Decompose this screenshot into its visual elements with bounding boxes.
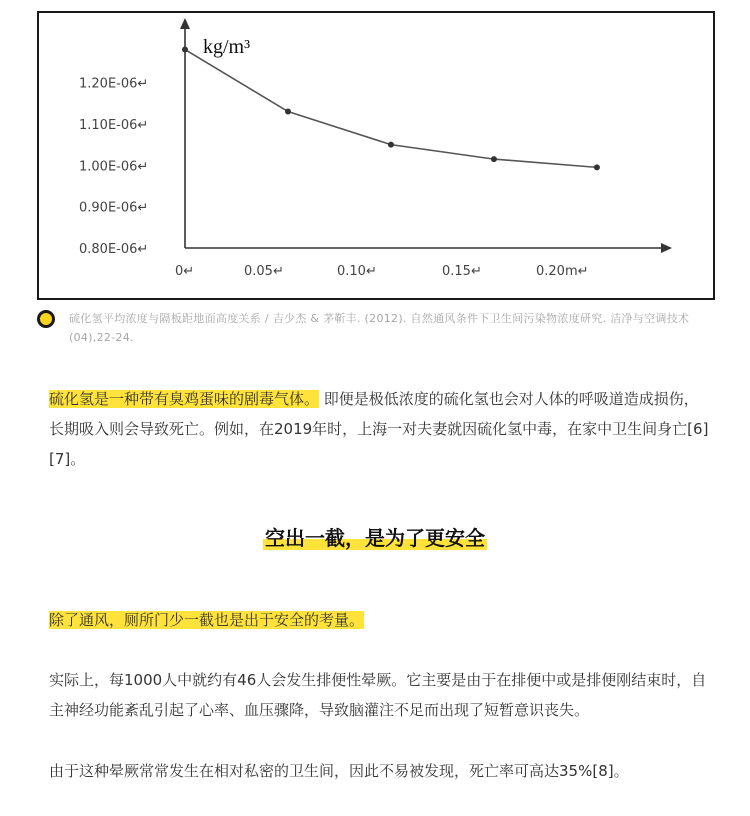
data-point <box>491 156 497 162</box>
x-tick-label: 0.10↵ <box>337 264 377 279</box>
paragraph-hydrogen-sulfide <box>49 384 709 474</box>
y-axis-arrow <box>180 18 190 29</box>
chart-figure <box>37 11 715 300</box>
line-chart <box>39 13 713 298</box>
highlighted-sentence: 除了通风，厕所门少一截也是出于安全的考量。 <box>49 611 365 629</box>
y-unit-label: kg/m³ <box>203 36 251 58</box>
x-tick-label: 0.15↵ <box>442 264 482 279</box>
series-line <box>185 50 597 168</box>
data-point <box>182 47 188 53</box>
x-axis-arrow <box>661 243 672 253</box>
x-tick-label: 0↵ <box>175 264 195 279</box>
x-tick-label: 0.05↵ <box>244 264 284 279</box>
x-tick-label: 0.20m↵ <box>536 264 589 279</box>
y-tick-label: 0.90E-06↵ <box>79 200 149 216</box>
y-tick-label: 1.00E-06↵ <box>79 159 149 175</box>
paragraph-mortality: 由于这种晕厥常常发生在相对私密的卫生间，因此不易被发现，死亡率可高达35%[8]。 <box>49 762 629 780</box>
y-tick-label: 0.80E-06↵ <box>79 242 149 257</box>
data-point <box>285 109 291 115</box>
paragraph-body-text: 即便是极低浓度的硫化氢也会对人体的呼吸道造成损伤，长期吸入则会导致死亡。例如，在2019年时，上海一对夫妻就因硫化氢中毒，在家中卫生间身亡[6][7]。 <box>49 390 709 468</box>
caption-text: 硫化氢平均浓度与隔板距地面高度关系 / 吉少杰 & 茅靳丰. (2012). 自然通风条件下卫生间污染物浓度研究. 洁净与空调技术(04),22-24. <box>69 312 690 344</box>
paragraph-syncope: 实际上，每1000人中就约有46人会发生排便性晕厥。它主要是由于在排便中或是排便刚结束时，自主神经功能紊乱引起了心率、血压骤降，导致脑灌注不足而出现了短暂意识丧失。 <box>49 671 707 719</box>
data-point <box>388 142 394 148</box>
data-point <box>594 164 600 170</box>
highlighted-sentence: 硫化氢是一种带有臭鸡蛋味的剧毒气体。 <box>49 390 320 408</box>
paragraph-safety-intro <box>49 605 709 635</box>
section-heading <box>0 522 750 551</box>
caption-circle-icon <box>37 310 55 328</box>
y-tick-label: 1.20E-06↵ <box>79 76 149 92</box>
section-heading-text: 空出一截，是为了更安全 <box>265 526 485 550</box>
y-tick-label: 1.10E-06↵ <box>79 117 149 133</box>
